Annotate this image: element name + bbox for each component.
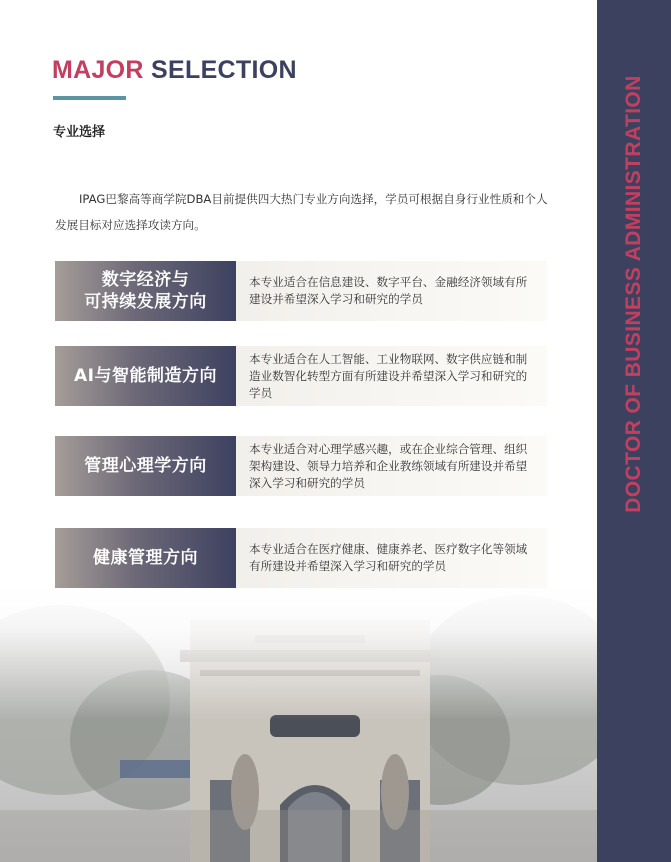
major-description: 本专业适合在人工智能、工业物联网、数字供应链和制造业数智化转型方面有所建设并希望深入学习和研究的学员	[249, 351, 528, 400]
title-underline	[53, 96, 126, 100]
major-card-health-management	[55, 528, 547, 588]
major-description: 本专业适合对心理学感兴趣，或在企业综合管理、组织架构建设、领导力培养和企业教练领域有所建设并希望深入学习和研究的学员	[249, 441, 528, 490]
major-card-digital-economy	[55, 261, 547, 321]
page-title-selection: SELECTION	[143, 56, 297, 84]
major-label	[55, 528, 236, 588]
intro-paragraph: IPAG巴黎高等商学院DBA目前提供四大热门专业方向选择，学员可根据自身行业性质和个人发展目标对应选择攻读方向。	[55, 192, 548, 232]
major-label-line2: 可持续发展方向	[84, 292, 207, 312]
major-label	[55, 436, 236, 496]
major-card-ai-manufacturing	[55, 346, 547, 406]
page-title-major: MAJOR	[52, 56, 144, 84]
major-label	[55, 346, 236, 406]
photo-fade-overlay	[0, 580, 597, 720]
page-title	[52, 56, 297, 85]
major-description: 本专业适合在医疗健康、健康养老、医疗数字化等领域有所建设并希望深入学习和研究的学员	[249, 542, 528, 573]
major-label-line1: 健康管理方向	[93, 548, 198, 568]
page-subtitle: 专业选择	[53, 125, 106, 140]
major-label-line1: AI与智能制造方向	[74, 366, 217, 386]
major-label-line1: 数字经济与	[101, 270, 190, 290]
major-label-line1: 管理心理学方向	[84, 456, 207, 476]
major-description: 本专业适合在信息建设、数字平台、金融经济领域有所建设并希望深入学习和研究的学员	[249, 275, 528, 306]
side-band-text: DOCTOR OF BUSINESS ADMINISTRATION	[622, 75, 645, 513]
major-label	[55, 261, 236, 321]
campus-building-photo	[0, 580, 597, 862]
major-card-management-psychology	[55, 436, 547, 496]
